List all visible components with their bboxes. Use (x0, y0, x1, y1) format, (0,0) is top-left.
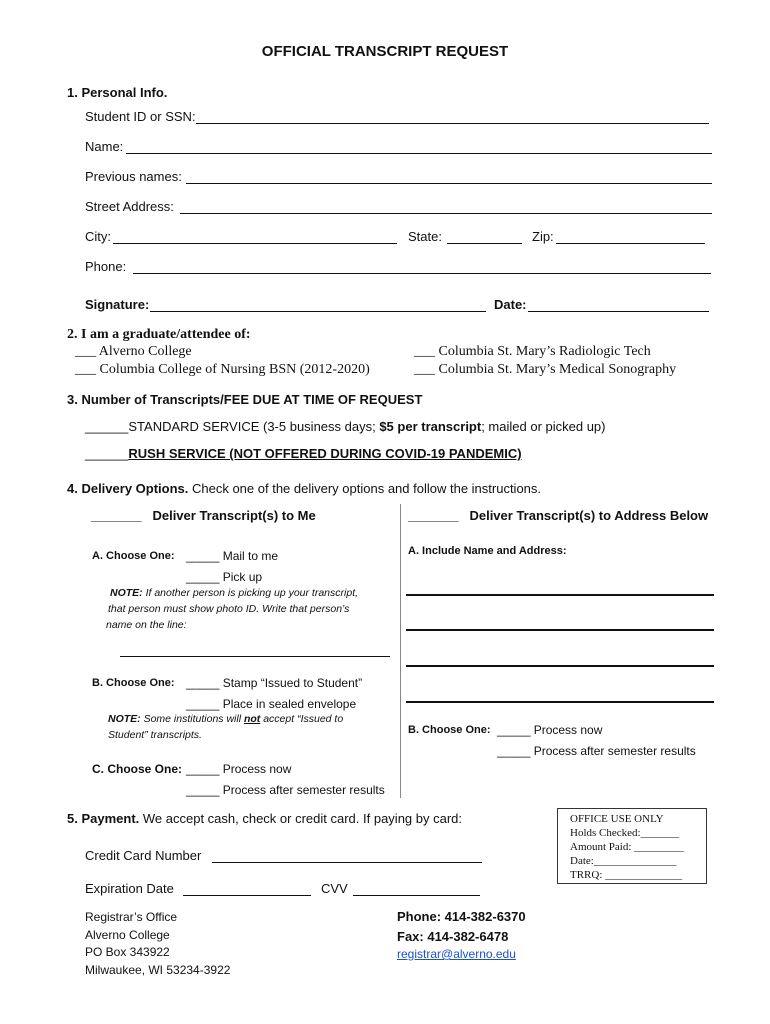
email-container (397, 947, 516, 961)
address-line: Alverno College (85, 927, 170, 942)
phone-field[interactable] (133, 273, 711, 274)
date-field[interactable] (528, 311, 709, 312)
section5-heading-rest: We accept cash, check or credit card. If paying by card: (139, 811, 463, 826)
deliver-to-me-blank: _______ (91, 508, 142, 523)
option-alverno[interactable]: ___ Alverno College (75, 344, 192, 359)
signature-field[interactable] (150, 311, 486, 312)
option-radiologic-tech[interactable]: ___ Columbia St. Mary’s Radiologic Tech (414, 344, 651, 359)
standard-blank: ______ (85, 419, 129, 434)
card-number-field[interactable] (212, 862, 482, 863)
address-line: PO Box 343922 (85, 945, 170, 959)
section1-heading: 1. Personal Info. (67, 85, 168, 100)
zip-field[interactable] (556, 243, 705, 244)
city-field[interactable] (113, 243, 397, 244)
stamp-issued-option[interactable]: _____ Stamp “Issued to Student” (186, 676, 363, 690)
name-label: Name: (85, 139, 124, 154)
deliver-to-me-option[interactable] (91, 508, 316, 523)
left-process-after-option[interactable]: _____ Process after semester results (186, 783, 385, 797)
column-divider (400, 504, 401, 798)
cvv-label: CVV (321, 881, 348, 896)
state-field[interactable] (447, 243, 522, 244)
student-id-label: Student ID or SSN: (85, 109, 196, 124)
phone-number: Phone: 414-382-6370 (397, 909, 526, 924)
section4-heading (67, 481, 541, 496)
option-sonography[interactable]: ___ Columbia St. Mary’s Medical Sonography (414, 362, 677, 377)
previous-names-field[interactable] (186, 183, 712, 184)
standard-text: STANDARD SERVICE (3-5 business days; (128, 419, 380, 434)
office-amount: Amount Paid: _________ (570, 841, 684, 853)
standard-text-end: ; mailed or picked up) (481, 419, 606, 434)
previous-names-label: Previous names: (85, 169, 182, 184)
standard-service[interactable] (85, 419, 605, 434)
cvv-field[interactable] (353, 895, 480, 896)
city-label: City: (85, 229, 111, 244)
deliver-to-address-option[interactable] (408, 508, 708, 523)
street-label: Street Address: (85, 199, 174, 214)
deliver-to-address-blank: _______ (408, 508, 459, 523)
section4-heading-bold: 4. Delivery Options. (67, 481, 189, 496)
right-process-now-option[interactable]: _____ Process now (497, 723, 603, 737)
section2-heading: 2. I am a graduate/attendee of: (67, 327, 251, 342)
state-label: State: (408, 229, 442, 244)
office-holds: Holds Checked:_______ (570, 827, 680, 839)
card-number-label: Credit Card Number (85, 848, 202, 863)
section5-heading-bold: 5. Payment. (67, 811, 140, 826)
pickup-person-field[interactable] (120, 656, 390, 657)
pickup-note-line1: NOTE: If another person is picking up your transcript, (110, 587, 359, 599)
pickup-note-line3: name on the line: (106, 619, 187, 631)
page-title: OFFICIAL TRANSCRIPT REQUEST (261, 43, 509, 60)
zip-label: Zip: (532, 229, 554, 244)
student-id-field[interactable] (196, 123, 709, 124)
option-columbia-nursing[interactable]: ___ Columbia College of Nursing BSN (2012-2020) (75, 362, 370, 377)
registrar-address (85, 909, 230, 979)
phone-label: Phone: (85, 259, 127, 274)
left-b-label: B. Choose One: (92, 677, 175, 689)
right-a-label: A. Include Name and Address: (408, 545, 567, 557)
office-date: Date:_______________ (570, 855, 677, 867)
standard-fee: $5 per transcript (379, 419, 482, 434)
rush-text: RUSH SERVICE (NOT OFFERED DURING COVID-19 PANDEMIC) (128, 446, 522, 461)
address-line: Milwaukee, WI 53234-3922 (85, 962, 231, 977)
right-b-label: B. Choose One: (408, 724, 491, 736)
left-c-label: C. Choose One: (92, 762, 183, 776)
pick-up-option[interactable]: _____ Pick up (186, 570, 263, 584)
deliver-to-me-title: Deliver Transcript(s) to Me (152, 508, 316, 523)
office-trrq: TRRQ: ______________ (570, 869, 683, 881)
address-line-4[interactable] (406, 701, 714, 703)
right-process-after-option[interactable]: _____ Process after semester results (497, 744, 696, 758)
date-label: Date: (494, 297, 527, 312)
address-line-1[interactable] (406, 594, 714, 596)
name-field[interactable] (126, 153, 712, 154)
rush-blank: ______ (85, 446, 129, 461)
address-line-2[interactable] (406, 629, 714, 631)
address-line: Registrar’s Office (85, 910, 178, 924)
mail-to-me-option[interactable]: _____ Mail to me (186, 549, 279, 563)
sealed-envelope-option[interactable]: _____ Place in sealed envelope (186, 697, 357, 711)
issued-note-line1: NOTE: Some institutions will not accept “Issued to (108, 713, 344, 725)
email-link[interactable]: registrar@alverno.edu (397, 947, 516, 961)
office-title: OFFICE USE ONLY (570, 813, 664, 825)
deliver-to-address-title: Deliver Transcript(s) to Address Below (469, 508, 709, 523)
section3-heading: 3. Number of Transcripts/FEE DUE AT TIME OF REQUEST (67, 392, 423, 407)
rush-service[interactable] (85, 446, 522, 461)
section4-heading-rest: Check one of the delivery options and follow the instructions. (188, 481, 542, 496)
address-line-3[interactable] (406, 665, 714, 667)
left-a-label: A. Choose One: (92, 550, 175, 562)
office-use-box (557, 808, 707, 884)
pickup-note-line2: that person must show photo ID. Write that person’s (108, 603, 350, 615)
left-process-now-option[interactable]: _____ Process now (186, 762, 292, 776)
issued-note-line2: Student” transcripts. (108, 729, 202, 741)
expiration-label: Expiration Date (85, 881, 174, 896)
street-field[interactable] (180, 213, 712, 214)
signature-label: Signature: (85, 297, 150, 312)
section5-heading (67, 811, 462, 826)
expiration-field[interactable] (183, 895, 311, 896)
fax-number: Fax: 414-382-6478 (397, 929, 509, 944)
